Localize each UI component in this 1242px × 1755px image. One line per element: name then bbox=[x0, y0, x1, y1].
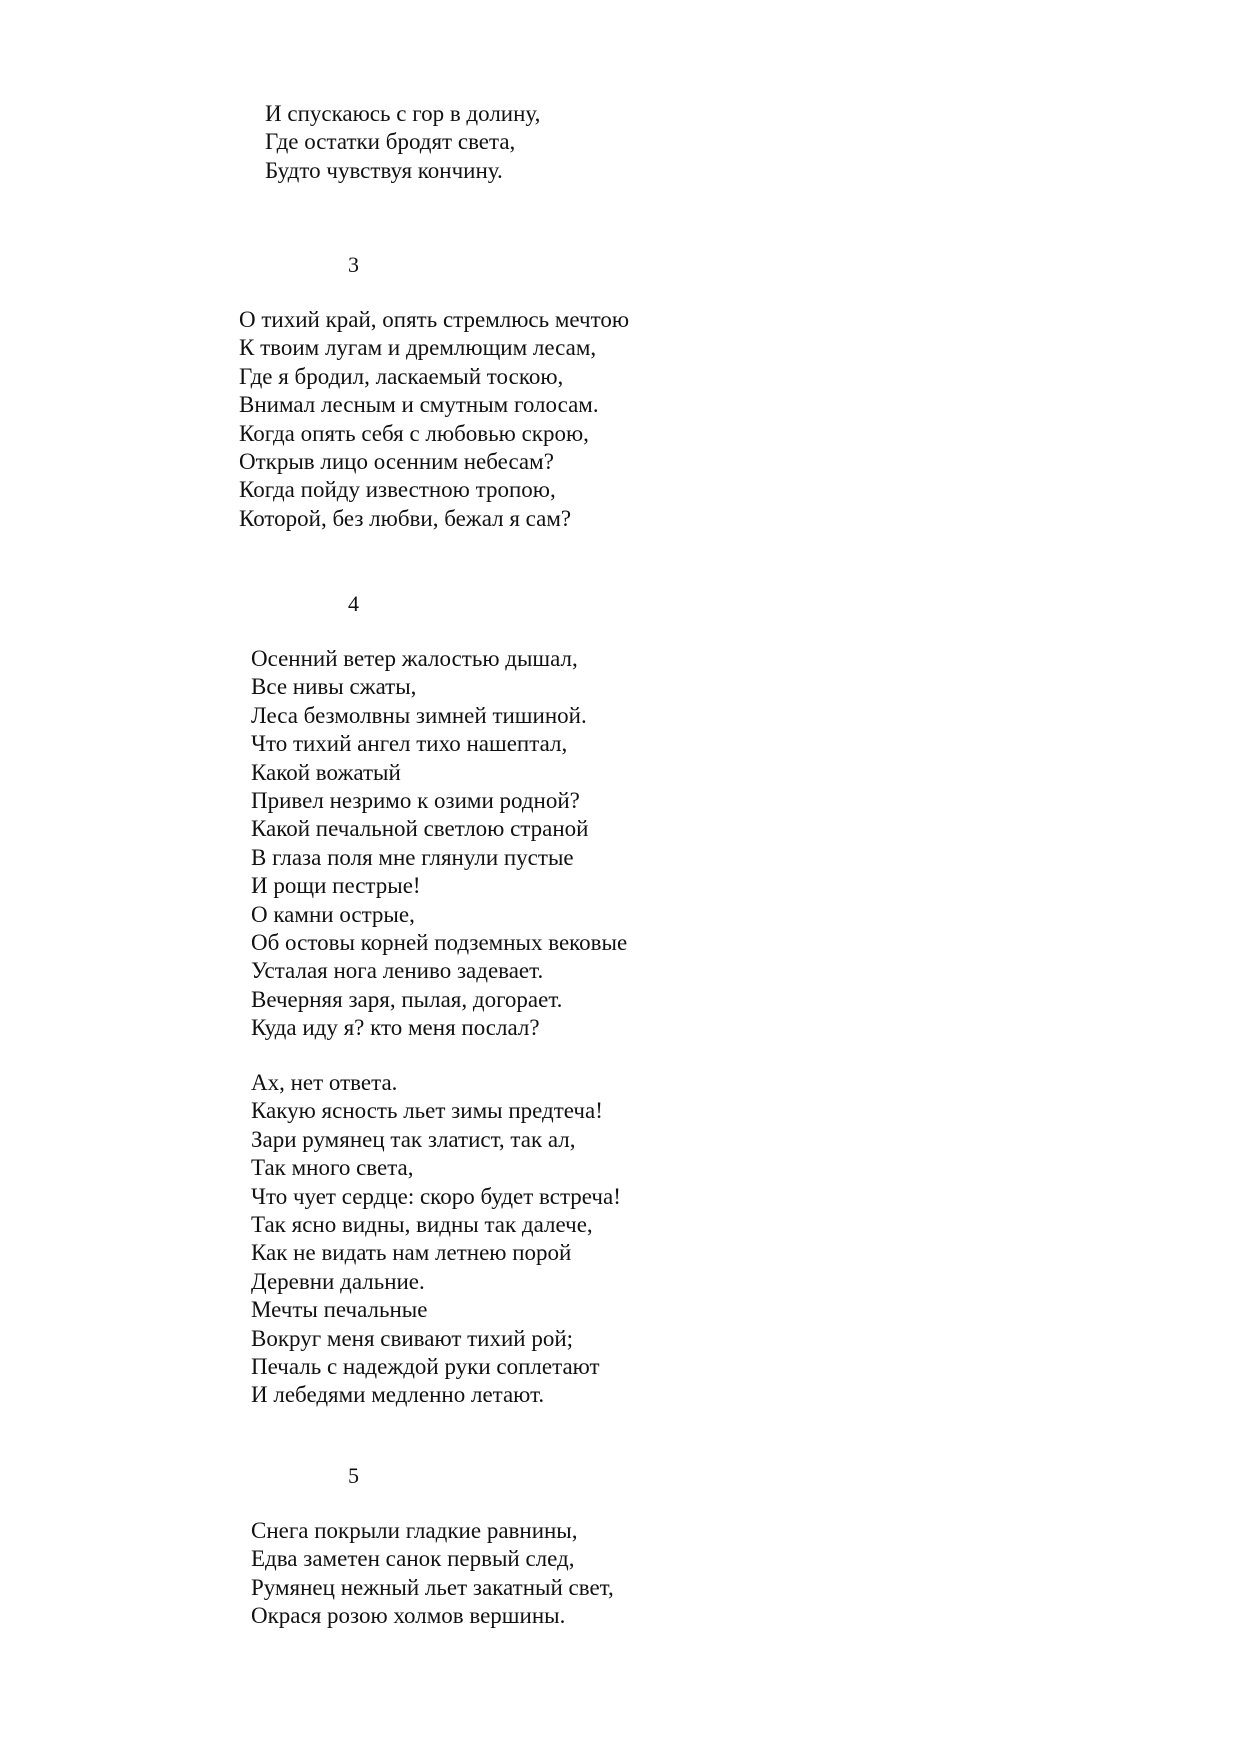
poem-line: Внимал лесным и смутным голосам. bbox=[239, 392, 599, 418]
poem-line: Так ясно видны, видны так далече, bbox=[251, 1212, 593, 1238]
poem-line: Зари румянец так златист, так ал, bbox=[251, 1126, 576, 1152]
poem-line: Печаль с надеждой руки соплетают bbox=[251, 1354, 600, 1380]
poem-line: Едва заметен санок первый след, bbox=[251, 1546, 575, 1572]
poem-3-stanza bbox=[239, 306, 629, 533]
poem-line: Деревни дальние. bbox=[251, 1268, 425, 1294]
poem-line: И спускаюсь с гор в долину, bbox=[265, 101, 541, 126]
poem-line: Ах, нет ответа. bbox=[251, 1070, 398, 1095]
poem-line: Так много света, bbox=[251, 1155, 414, 1181]
poem-line: Что тихий ангел тихо нашептал, bbox=[251, 731, 568, 757]
poem-line: В глаза поля мне глянули пустые bbox=[251, 844, 574, 870]
poem-line: Где я бродил, ласкаемый тоскою, bbox=[239, 363, 564, 389]
poem-line: Когда опять себя с любовью скрою, bbox=[239, 420, 589, 446]
poem-number-3: 3 bbox=[348, 252, 359, 277]
poem-line: Все нивы сжаты, bbox=[251, 674, 417, 700]
poem-line: О камни острые, bbox=[251, 901, 415, 927]
poem-line: Румянец нежный льет закатный свет, bbox=[251, 1574, 614, 1600]
poem-line: Как не видать нам летнею порой bbox=[251, 1240, 572, 1266]
poem-number-5: 5 bbox=[348, 1463, 359, 1488]
poem-line: Об остовы корней подземных вековые bbox=[251, 930, 628, 956]
poem-line: Мечты печальные bbox=[251, 1297, 428, 1323]
poem-line: О тихий край, опять стремлюсь мечтою bbox=[239, 307, 630, 332]
poem-line: Когда пойду известною тропою, bbox=[239, 477, 556, 503]
poem-line: К твоим лугам и дремлющим лесам, bbox=[239, 335, 597, 361]
poem-4-stanza-a bbox=[251, 645, 627, 1043]
poem-5-stanza bbox=[251, 1517, 614, 1631]
poem-line: Открыв лицо осенним небесам? bbox=[239, 449, 554, 475]
poem-line: Окрася розою холмов вершины. bbox=[251, 1603, 566, 1629]
poem-line: Куда иду я? кто меня послал? bbox=[251, 1015, 540, 1041]
poem-line: Снега покрыли гладкие равнины, bbox=[251, 1518, 578, 1543]
poem-line: И рощи пестрые! bbox=[251, 873, 421, 899]
poem-line: Осенний ветер жалостью дышал, bbox=[251, 646, 578, 671]
poem-line: Какой вожатый bbox=[251, 759, 401, 785]
poem-line: Какой печальной светлою страной bbox=[251, 816, 589, 842]
poem-line: И лебедями медленно летают. bbox=[251, 1382, 545, 1408]
poem-number-4: 4 bbox=[348, 591, 359, 616]
poem-line: Леса безмолвны зимней тишиной. bbox=[251, 702, 587, 728]
poem-line: Что чует сердце: скоро будет встреча! bbox=[251, 1183, 621, 1209]
poem-line: Будто чувствуя кончину. bbox=[265, 157, 503, 183]
poem-line: Где остатки бродят света, bbox=[265, 129, 516, 155]
poem-line: Привел незримо к озими родной? bbox=[251, 788, 580, 814]
poem-line: Какую ясность льет зимы предтеча! bbox=[251, 1098, 603, 1124]
poem-line: Вокруг меня свивают тихий рой; bbox=[251, 1325, 574, 1351]
poem-line: Которой, без любви, бежал я сам? bbox=[239, 505, 572, 531]
poem-line: Усталая нога лениво задевает. bbox=[251, 958, 544, 984]
stanza-2-tail bbox=[265, 100, 540, 185]
poem-4-stanza-b bbox=[251, 1069, 621, 1410]
poem-line: Вечерняя заря, пылая, догорает. bbox=[251, 986, 563, 1012]
